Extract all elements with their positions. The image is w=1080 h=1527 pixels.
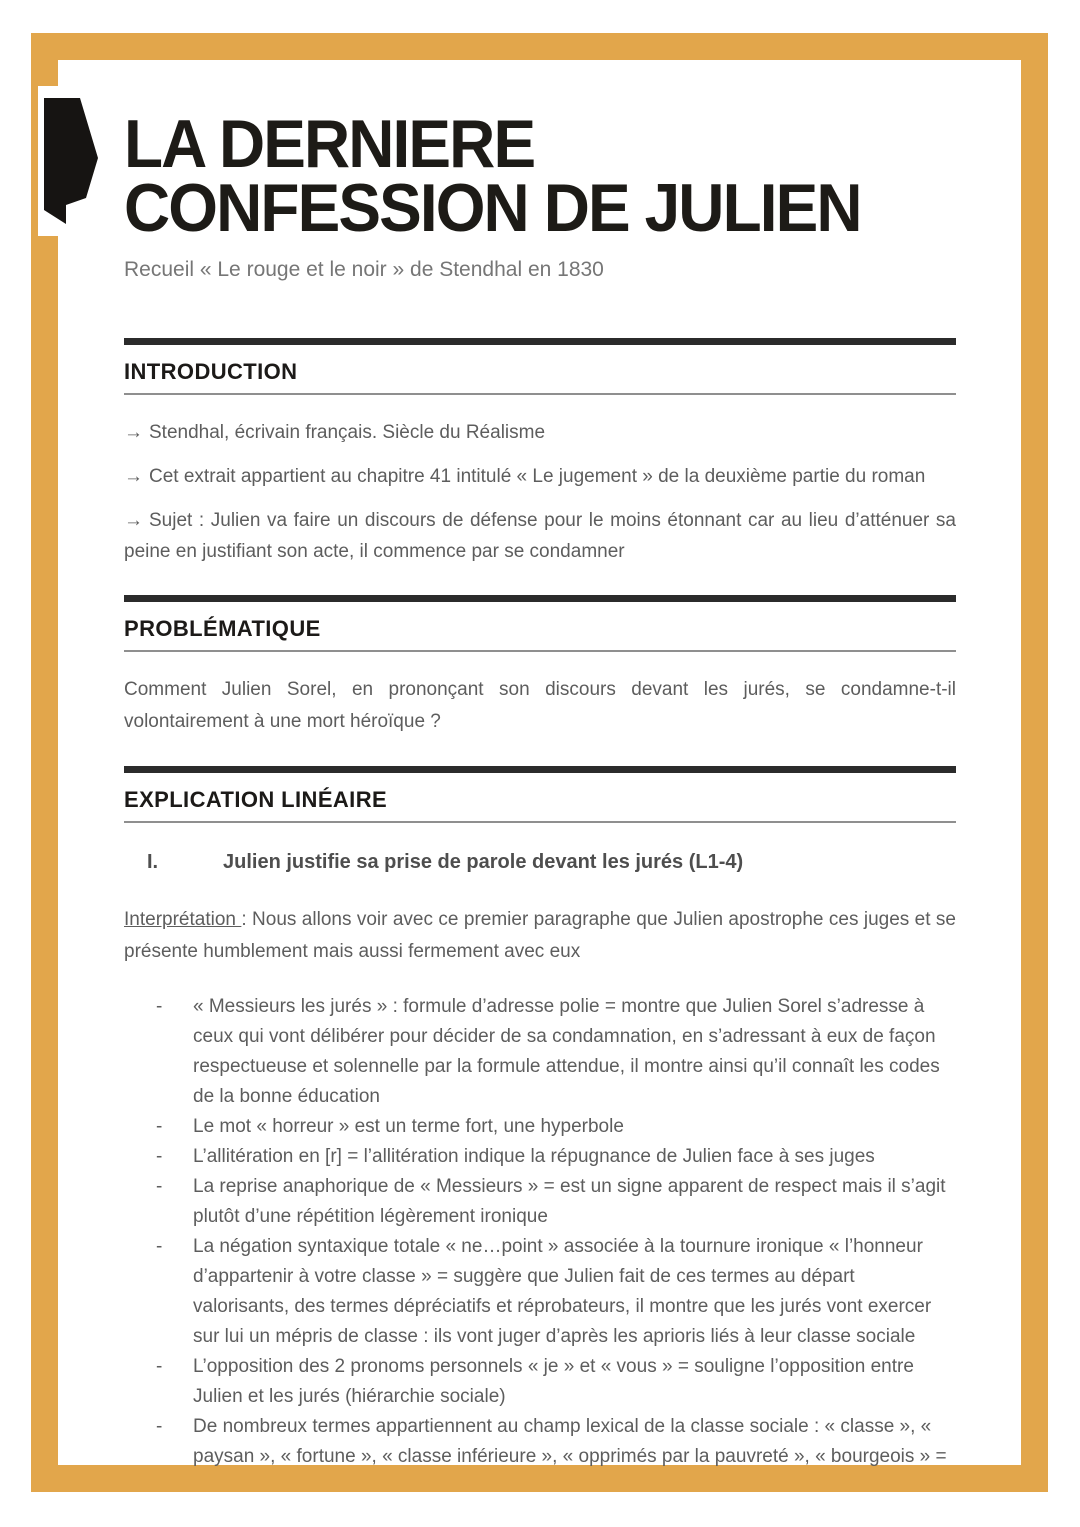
problematique-body [124, 674, 956, 738]
analysis-bullet [156, 1412, 956, 1472]
arrow-item-text: Sujet : Julien va faire un discours de défense pour le moins étonnant car au lieu d’atténuer sa peine en justifiant son acte, il commence par se condamner [124, 510, 956, 562]
section-heading-introduction: INTRODUCTION [124, 359, 298, 384]
section-heading-problematique: PROBLÉMATIQUE [124, 616, 321, 641]
interpretation-text: : Nous allons voir avec ce premier paragraphe que Julien apostrophe ces juges et se présente humblement mais aussi fermement avec eux [124, 909, 956, 962]
bookmark-ribbon-icon [36, 86, 102, 238]
bullet-text: L’opposition des 2 pronoms personnels « je » et « vous » = souligne l’opposition entre Julien et les jurés (hiérarchie sociale) [193, 1356, 914, 1407]
title-line-1: LA DERNIERE [124, 106, 535, 182]
title-line-2: CONFESSION DE JULIEN [124, 170, 861, 246]
section-divider-bar [124, 338, 956, 345]
heading-underline-rule [124, 821, 956, 823]
problematique-paragraph: Comment Julien Sorel, en prononçant son discours devant les jurés, se condamne-t-il volontairement à une mort héroïque ? [124, 679, 956, 732]
interpretation-paragraph [124, 904, 956, 968]
page-title [124, 106, 906, 246]
arrow-icon: → [124, 422, 143, 443]
section-divider-bar [124, 595, 956, 602]
analysis-bullet [156, 1232, 956, 1352]
dash-bullet-icon: - [156, 1356, 163, 1377]
dash-bullet-icon: - [156, 1116, 163, 1137]
arrow-item-text: Stendhal, écrivain français. Siècle du Réalisme [149, 422, 546, 443]
bullet-text: La négation syntaxique totale « ne…point » associée à la tournure ironique « l’honneur d’appartenir à votre classe » = suggère que Julien fait de ces termes au départ valorisants, des termes dépréciatifs et réprobateurs, il montre que les jurés vont exercer sur lui un mépris de classe : ils vont juger d’après les aprioris liés à leur classe sociale [193, 1236, 932, 1347]
analysis-bullet [156, 1142, 956, 1172]
bullet-text: De nombreux termes appartiennent au champ lexical de la classe sociale : « classe », « paysan », « fortune », « classe inférieure », « opprimés par la pauvreté », « bourgeois » = [193, 1416, 947, 1467]
part-title: Julien justifie sa prise de parole devant les jurés (L1-4) [223, 851, 744, 873]
dash-bullet-icon: - [156, 1176, 163, 1197]
analysis-bullet [156, 1172, 956, 1232]
page-content [124, 62, 956, 1472]
introduction-body [124, 417, 956, 567]
dash-bullet-icon: - [156, 1416, 163, 1437]
analysis-bullet [156, 1352, 956, 1412]
dash-bullet-icon: - [156, 1146, 163, 1167]
dash-bullet-icon: - [156, 1236, 163, 1257]
bullet-text: « Messieurs les jurés » : formule d’adresse polie = montre que Julien Sorel s’adresse à ceux qui vont délibérer pour décider de sa condamnation, en s’adressant à eux de façon respectueuse et solennelle par la formule attendue, il montre ainsi qu’il connaît les codes de la bonne éducation [193, 996, 940, 1107]
arrow-item-text: Cet extrait appartient au chapitre 41 intitulé « Le jugement » de la deuxième partie du roman [149, 466, 926, 487]
section-divider-bar [124, 766, 956, 773]
part-roman-numeral: I. [147, 851, 159, 873]
heading-underline-rule [124, 650, 956, 652]
arrow-list-item [124, 461, 956, 492]
analysis-bullet-list [124, 992, 956, 1472]
arrow-icon: → [124, 510, 143, 531]
bullet-text: La reprise anaphorique de « Messieurs » = est un signe apparent de respect mais il s’agit plutôt d’une répétition légèrement ironique [193, 1176, 946, 1227]
bullet-text: L’allitération en [r] = l’allitération indique la répugnance de Julien face à ses juges [193, 1146, 875, 1167]
heading-underline-rule [124, 393, 956, 395]
arrow-list-item [124, 505, 956, 567]
analysis-bullet [156, 992, 956, 1112]
part-heading [124, 851, 956, 874]
dash-bullet-icon: - [156, 996, 163, 1017]
section-heading-explication: EXPLICATION LINÉAIRE [124, 787, 388, 812]
arrow-icon: → [124, 466, 143, 487]
interpretation-label: Interprétation [124, 909, 242, 930]
page-subtitle: Recueil « Le rouge et le noir » de Stendhal en 1830 [124, 258, 604, 281]
analysis-bullet [156, 1112, 956, 1142]
bullet-text: Le mot « horreur » est un terme fort, une hyperbole [193, 1116, 624, 1137]
arrow-list-item [124, 417, 956, 448]
